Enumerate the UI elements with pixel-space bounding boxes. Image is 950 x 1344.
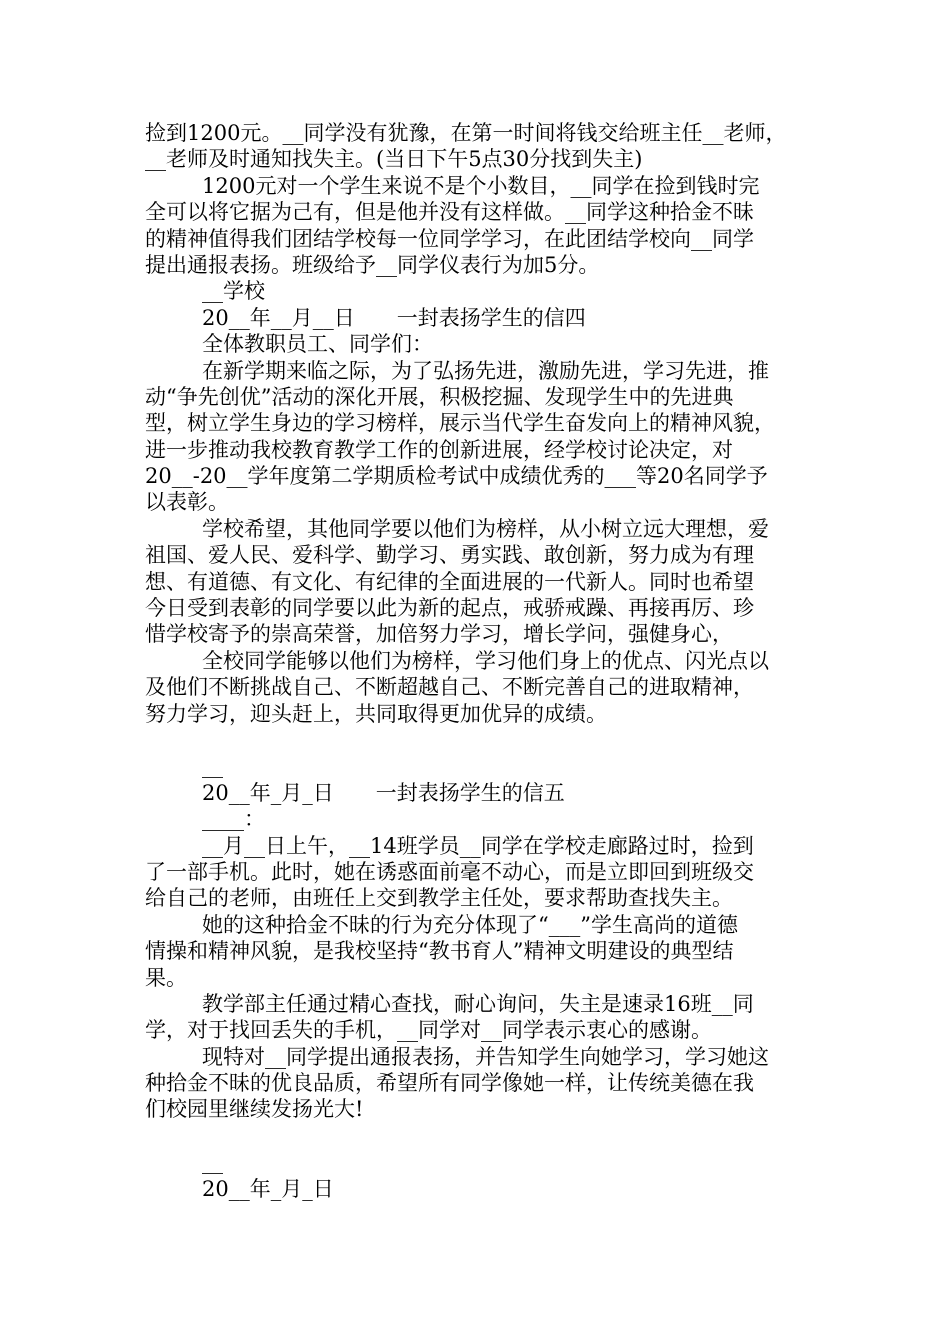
text-line: 20__年_月_日 [202, 1176, 334, 1201]
text-line: 种拾金不昧的优良品质，希望所有同学像她一样，让传统美德在我 [145, 1071, 754, 1096]
text-line: 捡到1200元。__同学没有犹豫，在第一时间将钱交给班主任__老师， [145, 121, 787, 145]
text-line: 动“争先创优”活动的深化开展，积极挖掘、发现学生中的先进典 [145, 384, 734, 409]
text-line: 想、有道德、有文化、有纪律的全面进展的一代新人。同时也希望 [145, 569, 754, 594]
text-line: 提出通报表扬。班级给予__同学仪表行为加5分。 [145, 252, 600, 277]
text-line: 全校同学能够以他们为榜样，学习他们身上的优点、闪光点以 [202, 648, 769, 673]
blank-line [145, 1123, 815, 1149]
text-line: 的精神值得我们团结学校每一位同学学习，在此团结学校向__同学 [145, 226, 754, 251]
text-line: 20__-20__学年度第二学期质检考试中成绩优秀的___等20名同学予 [145, 464, 768, 489]
text-line: 果。 [145, 965, 187, 990]
text-line: 现特对__同学提出通报表扬，并告知学生向她学习，学习她这 [202, 1044, 769, 1069]
text-line: __ [202, 754, 223, 779]
text-line: 以表彰。 [145, 490, 229, 515]
text-line: 情操和精神风貌，是我校坚持“教书育人”精神文明建设的典型结 [145, 939, 734, 964]
text-line: 20__年__月__日 一封表扬学生的信四 [202, 305, 586, 330]
blank-line [145, 727, 815, 753]
text-line: 1200元对一个学生来说不是个小数目，__同学在捡到钱时完 [202, 173, 760, 198]
text-line: 她的这种拾金不昧的行为充分体现了“___”学生高尚的道德 [202, 912, 738, 937]
text-line: 型，树立学生身边的学习榜样，展示当代学生奋发向上的精神风貌， [145, 411, 775, 436]
text-line: 学，对于找回丢失的手机，__同学对__同学表示衷心的感谢。 [145, 1018, 712, 1043]
text-line: 今日受到表彰的同学要以此为新的起点，戒骄戒躁、再接再厉、珍 [145, 596, 754, 621]
text-line: 了一部手机。此时，她在诱惑面前毫不动心，而是立即回到班级交 [145, 859, 754, 884]
text-line: __老师及时通知找失主。(当日下午5点30分找到失主) [145, 147, 643, 172]
text-line: 学校希望，其他同学要以他们为榜样，从小树立远大理想，爱 [202, 516, 769, 541]
text-line: 及他们不断挑战自己、不断超越自己、不断完善自己的进取精神， [145, 675, 754, 700]
text-line: __ [202, 1150, 223, 1175]
text-line: 进一步推动我校教育教学工作的创新进展，经学校讨论决定，对 [145, 437, 733, 462]
text-line: __月__日上午，__14班学员__同学在学校走廊路过时，捡到 [202, 833, 754, 858]
text-line: 20__年_月_日 一封表扬学生的信五 [202, 780, 565, 805]
text-line: __学校 [202, 279, 265, 304]
text-line: 给自己的老师，由班任上交到教学主任处，要求帮助查找失主。 [145, 886, 733, 911]
text-line: 祖国、爱人民、爱科学、勤学习、勇实践、敢创新，努力成为有理 [145, 543, 754, 568]
document-page [145, 120, 815, 1202]
text-line: 全体教职员工、同学们： [202, 332, 433, 357]
text-line: 们校园里继续发扬光大! [145, 1097, 364, 1122]
text-line: 惜学校寄予的崇高荣誉，加倍努力学习，增长学问，强健身心， [145, 622, 733, 647]
text-line: 教学部主任通过精心查找，耐心询问，失主是速录16班__同 [202, 991, 754, 1016]
text-line: 在新学期来临之际，为了弘扬先进，激励先进，学习先进，推 [202, 358, 769, 383]
text-line: ____： [202, 807, 265, 832]
text-line: 努力学习，迎头赶上，共同取得更加优异的成绩。 [145, 701, 607, 726]
text-line: 全可以将它据为己有，但是他并没有这样做。__同学这种拾金不昧 [145, 200, 754, 225]
